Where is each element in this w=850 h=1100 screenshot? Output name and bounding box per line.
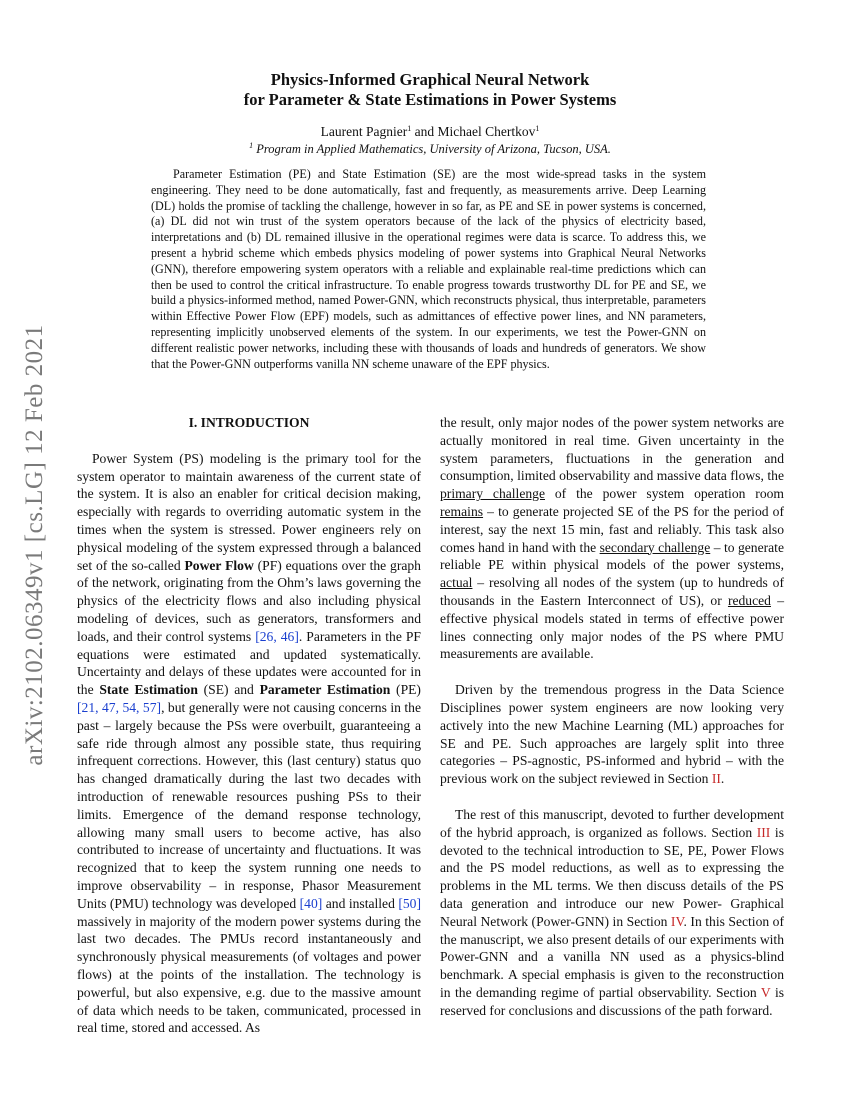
left-column [77, 414, 421, 1037]
paper-title [80, 70, 780, 110]
title-line-1: Physics-Informed Graphical Neural Network [270, 70, 590, 89]
author-1: Laurent Pagnier [320, 124, 408, 139]
title-line-2: for Parameter & State Estimations in Power Systems [243, 90, 617, 109]
citation-link[interactable]: [26, 46] [255, 628, 299, 644]
section-reference-link[interactable]: IV [670, 913, 684, 929]
section-reference-link[interactable]: III [756, 824, 771, 840]
citation-link[interactable]: [40] [299, 895, 323, 911]
citation-link[interactable]: [50] [398, 895, 421, 911]
section-heading-introduction: I. INTRODUCTION [188, 415, 310, 430]
affiliation: $^1$ Program in Applied Mathematics, University of Arizona, Tucson, USA. [249, 141, 611, 156]
intro-paragraph-1: Power System (PS) modeling is the primary tool for the system operator to maintain awareness of the current state of the system. It is also an enabler for critical decision making, especially with regards to overriding automatic system in the times when the system is stressed. Power engineers rely on physical modeling of the system expressed through a balanced set of the so-called Power Flow (PF) equations over the graph of the network, originating from the Ohm’s laws governing the physics of the electricity flows and also including physical modeling of devices, such as generators, transformers and loads, and their control systems [26, 46]. Parameters in the PF equations were estimated and updated systematically. Uncertainty and delays of these updates were accounted for in the State Estimation (SE) and Parameter Estimation (PE) [21, 47, 54, 57], but generally were not causing concerns in the past – largely because the PSs were overbuilt, guaranteeing a safe ride through almost any possible state, thus requiring infrequent corrections. However, this (last century) status quo has changed dramatically during the last two decades with introduction of renewable resources pushing PSs to their limits. Emergence of the demand response technology, allowing many small users to become active, has also contributed to increase of uncertainty and fluctuations. It was recognized that to keep the system running one needs to improve observability – in response, Phasor Measurement Units (PMU) technology was developed [40] and installed [50] massively in majority of the modern power systems during the last two decades. The PMUs record instantaneously and synchronously physical measurements (of voltages and power flows) at the points of the installation. The technology is powerful, but also expensive, e.g. due to the massive amount of data which needs to be taken, communicated, processed in real time, stored and accessed. As [77, 450, 421, 1036]
arxiv-identifier: arXiv:2102.06349v1 [cs.LG] 12 Feb 2021 [21, 324, 48, 766]
citation-link[interactable]: [21, 47, 54, 57] [77, 699, 162, 715]
author-2: Michael Chertkov [437, 124, 536, 139]
intro-paragraph-1-continued: the result, only major nodes of the power system networks are actually monitored in real time. Given uncertainty in the system parameters, fluctuations in the generation and consumption, limited observability and massive data flows, the primary challenge of the power system operation room remains – to generate projected SE of the PS for the period of interest, say the next 15 min, fast and reliably. This task also comes hand in hand with the secondary challenge – to generate reliable PE within physical models of the power systems, actual – resolving all nodes of the system (up to hundreds of thousands in the Eastern Interconnect of US), or reduced – effective physical models stated in terms of effective power lines connecting only major nodes of the PS where PMU measurements are available. [440, 415, 784, 662]
right-column [440, 414, 784, 1020]
section-reference-link[interactable]: V [760, 984, 771, 1000]
intro-paragraph-3: The rest of this manuscript, devoted to further development of the hybrid approach, is organized as follows. Section III is devoted to the technical introduction to SE, PE, Power Flows and the PS model reductions, as well as to expressing the problems in the ML terms. We then discuss details of the PS data generation and introduce our new Power- Graphical Neural Network (Power-GNN) in Section IV. In this Section of the manuscript, we also present details of our experiments with Power-GNN and a vanilla NN used as a physics-blind benchmark. A special emphasis is given to the reconstruction in the demanding regime of partial observability. Section V is reserved for conclusions and discussions of the path forward. [440, 806, 785, 1018]
author-list: Laurent Pagnier$^1$ and Michael Chertkov$^1$ [320, 124, 540, 139]
intro-paragraph-2: Driven by the tremendous progress in the Data Science Disciplines power system engineers are now looking very actively into the new Machine Learning (ML) approaches for SE and PE. Such approaches are largely split into three categories – PS-agnostic, PS-informed and hybrid – with the previous work on the subject reviewed in Section II. [440, 682, 784, 787]
section-reference-link[interactable]: II [711, 771, 721, 787]
abstract: Parameter Estimation (PE) and State Estimation (SE) are the most wide-spread tasks in the system engineering. They need to be done automatically, fast and frequently, as measurements arrive. Deep Learning (DL) holds the promise of tackling the challenge, however in so far, as PE and SE in power systems is concerned, (a) DL did not win trust of the system operators because of the lack of the physics of electricity based, interpretations and (b) DL remained illusive in the operational regimes were data is scarce. To address this, we present a hybrid scheme which embeds physics modeling of power systems into Graphical Neural Networks (GNN), therefore empowering system operators with a reliable and explainable real-time predictions which can then be used to control the critical infrastructure. To enable progress towards trustworthy DL for PE and SE, we build a physics-informed method, named Power-GNN, which reconstructs physical, thus interpretable, parameters within Effective Power Flow (EPF) models, such as admittances of effective power lines, and NN parameters, representing implicitly unobserved elements of the system. In our experiments, we test the Power-GNN on different realistic power networks, including these with thousands of loads and hundreds of generators. We show that the Power-GNN outperforms vanilla NN scheme unaware of the EPF physics. [151, 167, 706, 371]
